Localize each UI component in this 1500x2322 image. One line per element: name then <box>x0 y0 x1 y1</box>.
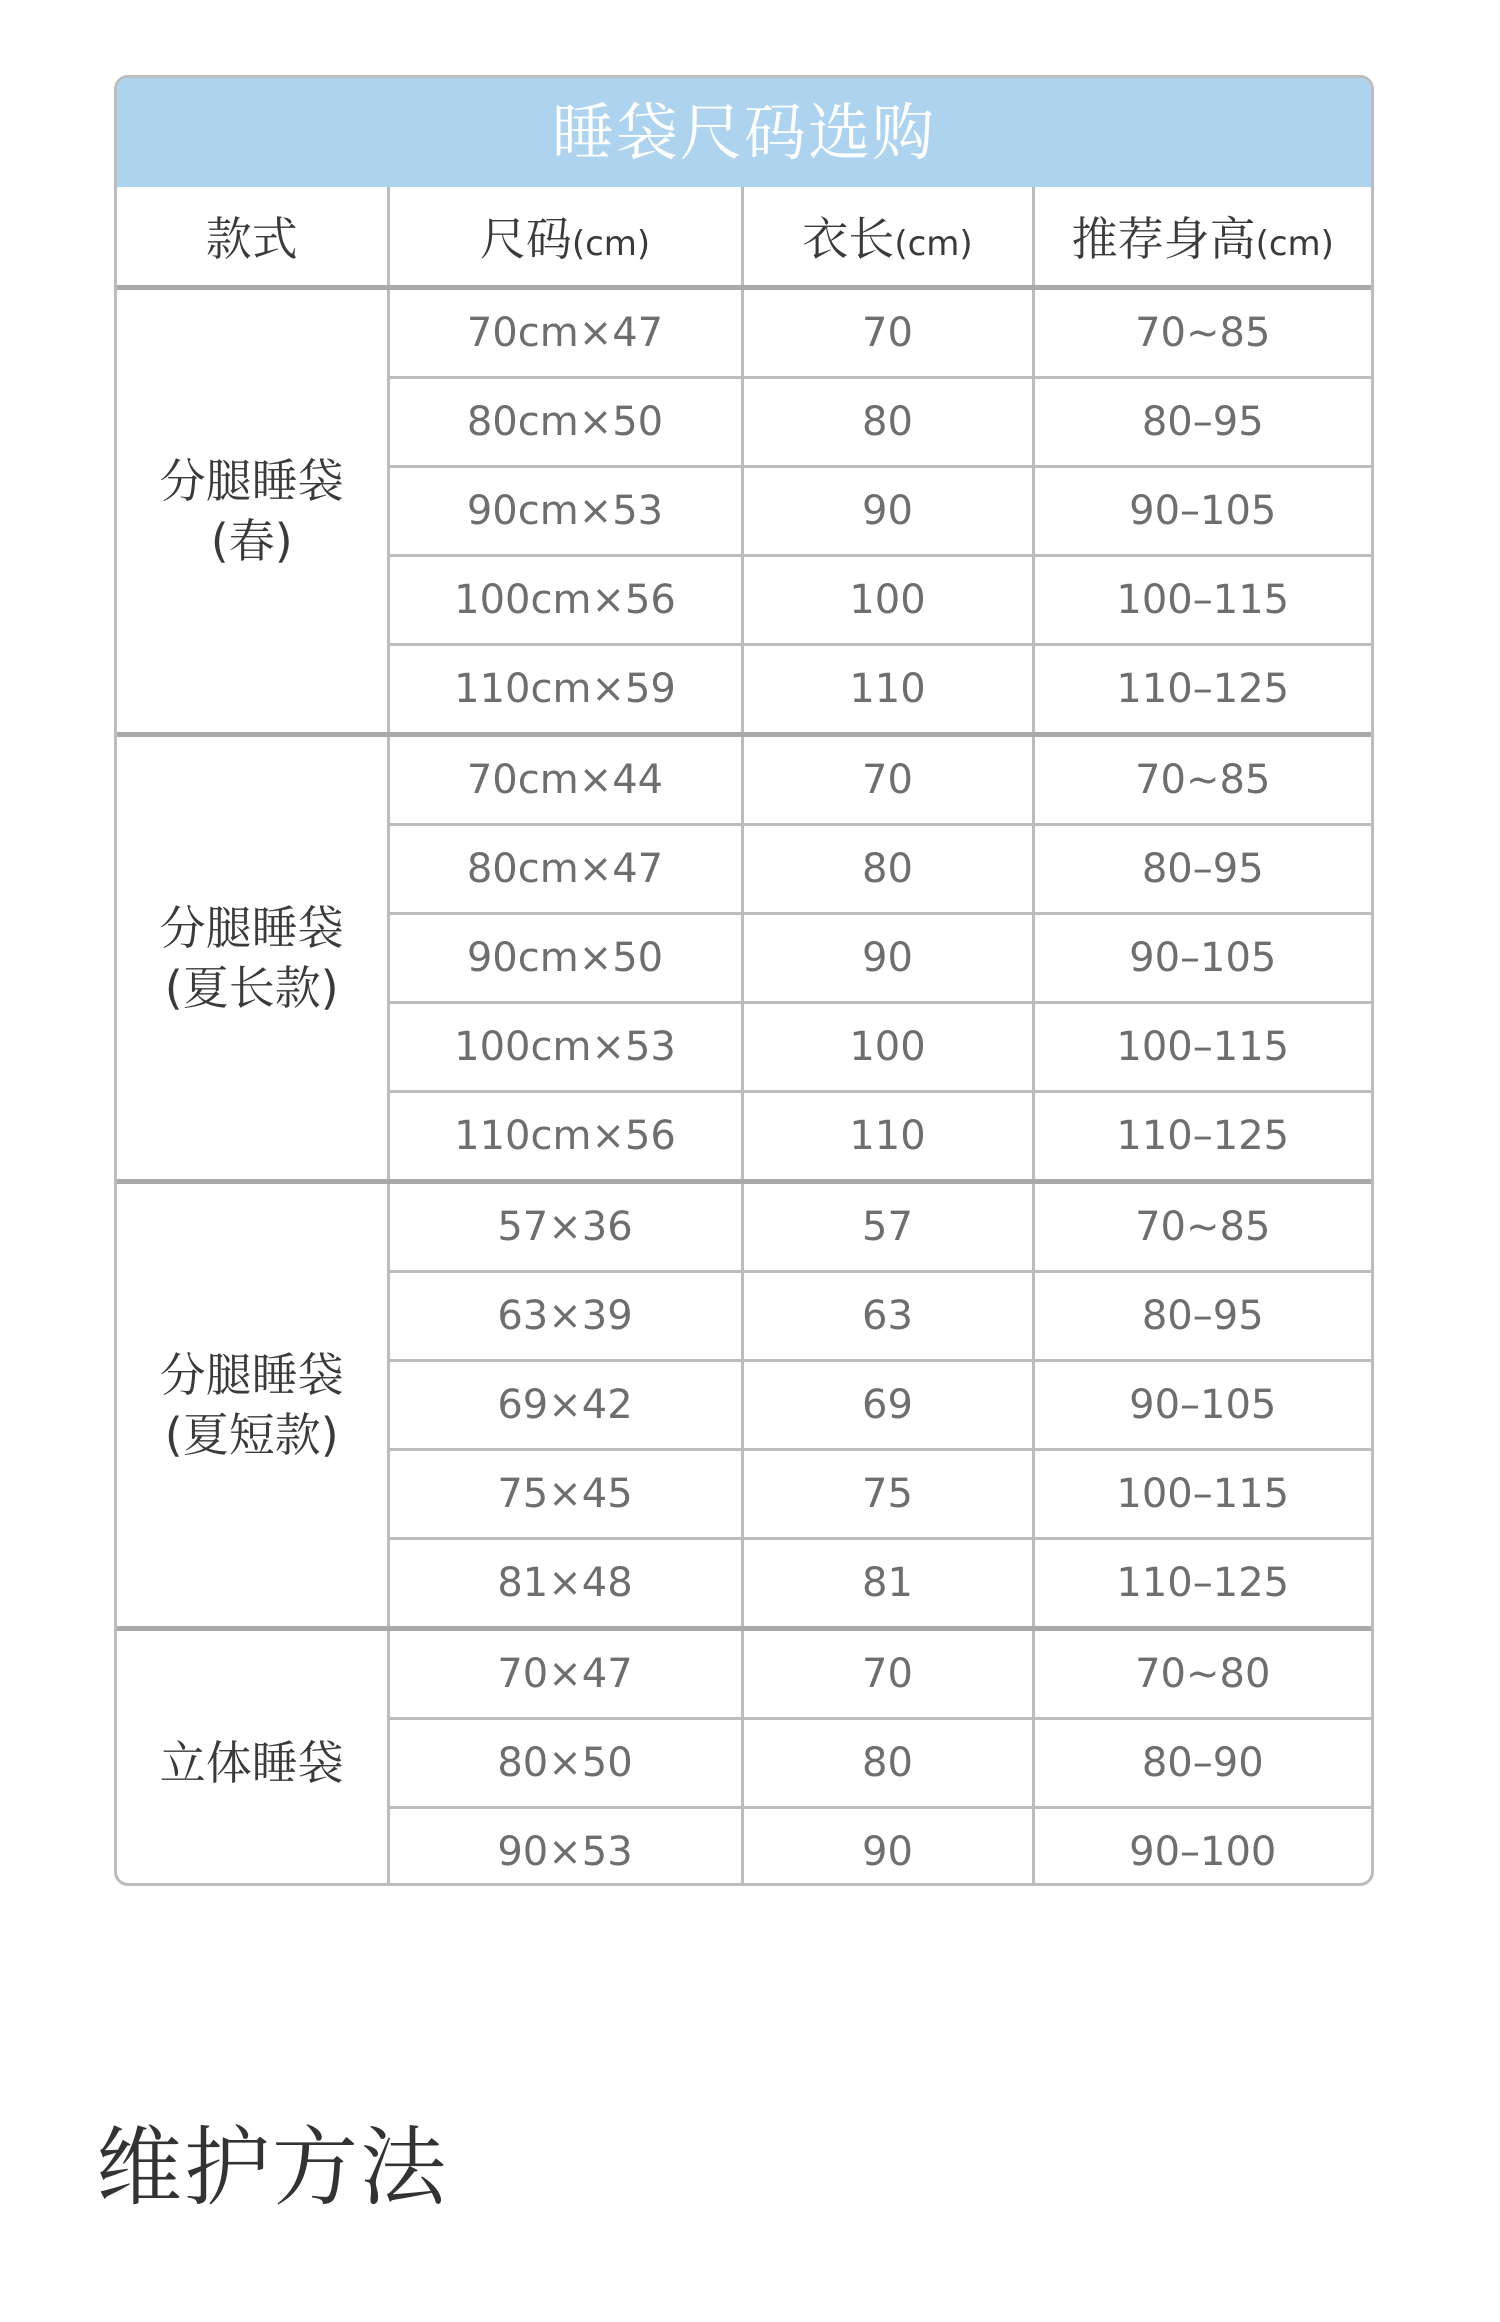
table-row <box>117 288 1371 378</box>
height-cell: 70~85 <box>1033 288 1371 378</box>
size-chart-title: 睡袋尺码选购 <box>117 78 1371 187</box>
height-cell: 90–105 <box>1033 467 1371 556</box>
length-cell: 75 <box>742 1450 1033 1539</box>
length-cell: 110 <box>742 1092 1033 1182</box>
height-cell: 90–105 <box>1033 914 1371 1003</box>
size-cell: 90×53 <box>388 1808 742 1887</box>
header-length: 衣长(cm) <box>742 187 1033 288</box>
style-cell-group-4: 立体睡袋 <box>117 1629 388 1887</box>
size-cell: 80cm×50 <box>388 378 742 467</box>
header-height: 推荐身高(cm) <box>1033 187 1371 288</box>
header-size: 尺码(cm) <box>388 187 742 288</box>
style-cell-group-1: 分腿睡袋 (春) <box>117 288 388 735</box>
height-cell: 110–125 <box>1033 645 1371 735</box>
size-chart-card <box>114 75 1374 1886</box>
height-cell: 70~85 <box>1033 735 1371 825</box>
length-cell: 110 <box>742 645 1033 735</box>
size-cell: 100cm×53 <box>388 1003 742 1092</box>
height-cell: 70~85 <box>1033 1182 1371 1272</box>
header-height-unit: (cm) <box>1255 224 1334 264</box>
maintenance-heading: 维护方法 <box>96 2118 448 2218</box>
table-header-row <box>117 187 1371 288</box>
size-cell: 110cm×56 <box>388 1092 742 1182</box>
size-cell: 75×45 <box>388 1450 742 1539</box>
height-cell: 100–115 <box>1033 1450 1371 1539</box>
size-cell: 57×36 <box>388 1182 742 1272</box>
height-cell: 100–115 <box>1033 1003 1371 1092</box>
height-cell: 110–125 <box>1033 1539 1371 1629</box>
length-cell: 70 <box>742 288 1033 378</box>
length-cell: 80 <box>742 378 1033 467</box>
length-cell: 57 <box>742 1182 1033 1272</box>
size-cell: 70×47 <box>388 1629 742 1719</box>
length-cell: 69 <box>742 1361 1033 1450</box>
size-cell: 100cm×56 <box>388 556 742 645</box>
table-row <box>117 735 1371 825</box>
size-cell: 81×48 <box>388 1539 742 1629</box>
height-cell: 100–115 <box>1033 556 1371 645</box>
header-style: 款式 <box>117 187 388 288</box>
size-cell: 80×50 <box>388 1719 742 1808</box>
height-cell: 80–95 <box>1033 1272 1371 1361</box>
height-cell: 90–100 <box>1129 1829 1277 1875</box>
length-cell: 81 <box>742 1539 1033 1629</box>
table-row <box>117 1629 1371 1719</box>
height-cell: 70~80 <box>1033 1629 1371 1719</box>
height-cell: 80–90 <box>1033 1719 1371 1808</box>
header-length-unit: (cm) <box>894 224 973 264</box>
length-cell: 90 <box>742 467 1033 556</box>
size-table <box>117 187 1371 1886</box>
length-cell: 90 <box>742 1808 1033 1887</box>
style-cell-group-3: 分腿睡袋 (夏短款) <box>117 1182 388 1629</box>
height-cell: 80–95 <box>1033 378 1371 467</box>
height-cell: 80–95 <box>1033 825 1371 914</box>
length-cell: 63 <box>742 1272 1033 1361</box>
size-cell: 70cm×44 <box>388 735 742 825</box>
length-cell: 70 <box>742 735 1033 825</box>
header-size-unit: (cm) <box>571 224 651 264</box>
length-cell: 80 <box>742 1719 1033 1808</box>
size-cell: 90cm×53 <box>388 467 742 556</box>
size-cell: 63×39 <box>388 1272 742 1361</box>
size-cell: 69×42 <box>388 1361 742 1450</box>
size-cell: 80cm×47 <box>388 825 742 914</box>
length-cell: 100 <box>742 556 1033 645</box>
style-cell-group-2: 分腿睡袋 (夏长款) <box>117 735 388 1182</box>
length-cell: 100 <box>742 1003 1033 1092</box>
size-cell: 90cm×50 <box>388 914 742 1003</box>
length-cell: 90 <box>742 914 1033 1003</box>
height-cell: 110–125 <box>1033 1092 1371 1182</box>
size-cell: 70cm×47 <box>388 288 742 378</box>
length-cell: 70 <box>742 1629 1033 1719</box>
size-cell: 110cm×59 <box>388 645 742 735</box>
table-row <box>117 1182 1371 1272</box>
length-cell: 80 <box>742 825 1033 914</box>
height-cell: 90–105 <box>1033 1361 1371 1450</box>
